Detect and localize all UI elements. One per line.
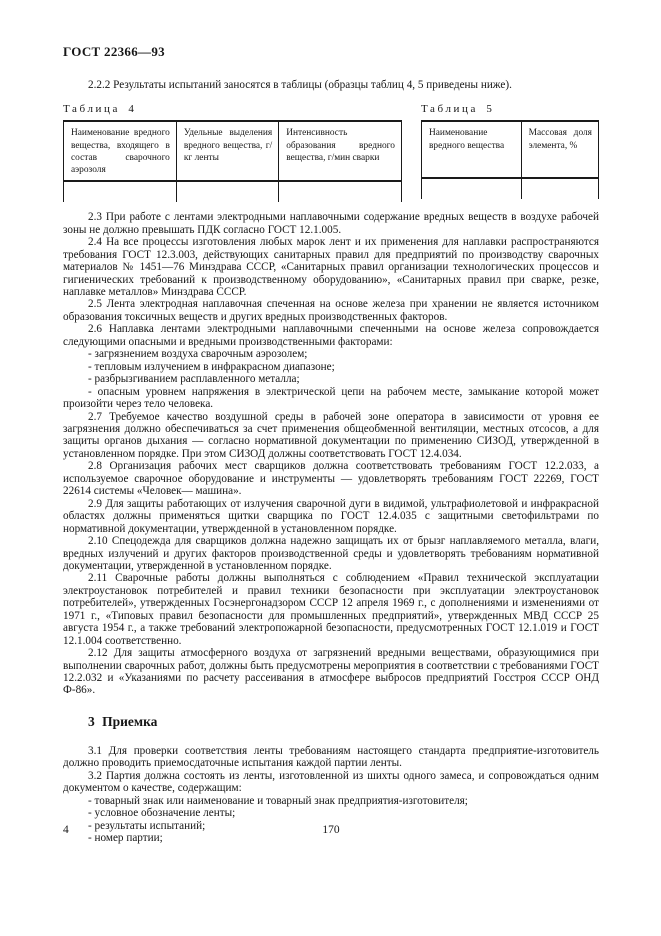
- table5-empty-cell: [521, 178, 598, 199]
- list-item-designation: - условное обозначение ленты;: [88, 807, 236, 820]
- paragraph-2-9: 2.9 Для защиты работающих от излучения сварочной дуги в видимой, ультрафиолетовой и инфракрасной областях должны применяться щитки сварщика по ГОСТ 12.4.035 с защитными светофильтрами по нормативной документации, утвержденной в установленном порядке.: [63, 497, 599, 535]
- folio-number: 170: [322, 824, 340, 836]
- paragraph-2-8: 2.8 Организация рабочих мест сварщиков должна соответствовать требованиям ГОСТ 12.2.033, а используемое сварочное оборудование и инструменты — удовлетворять требованиям ГОСТ 22269, ГОСТ 22614 системы «Человек— машина».: [63, 460, 599, 498]
- doc-title: ГОСТ 22366—93: [63, 44, 165, 59]
- tables-row: [63, 103, 599, 202]
- list-item-radiation: - тепловым излучением в инфракрасном диапазоне;: [88, 360, 335, 373]
- paragraph-2-6: 2.6 Наплавка лентами электродными наплавочными спеченными на основе железа сопровождается следующими опасными и вредными производственными факторами:: [63, 323, 599, 348]
- table4-header-col3: Интенсивность образования вредного вещества, г/мин сварки: [279, 121, 402, 181]
- page-number: 4: [63, 824, 69, 836]
- paragraph-2-5: 2.5 Лента электродная наплавочная спеченная на основе железа при хранении не является источником образования токсичных веществ и других вредных производственных факторов.: [63, 298, 599, 323]
- table5-block: [421, 103, 599, 202]
- table4-caption: Таблица 4: [63, 103, 137, 116]
- table4-empty-cell: [64, 181, 177, 202]
- page-footer: [63, 824, 599, 836]
- list-item-voltage: - опасным уровнем напряжения в электрической цепи на рабочем месте, замыкание которой может произойти через тело человека.: [63, 385, 599, 411]
- table4-header-col2: Удельные выделения вредного вещества, г/кг ленты: [176, 121, 278, 181]
- list-item-results: - результаты испытаний;: [88, 819, 206, 832]
- table4-empty-cell: [176, 181, 278, 202]
- paragraph-2-11: 2.11 Сварочные работы должны выполняться с соблюдением «Правил технической эксплуатации электроустановок потребителей и правил техники безопасности при эксплуатации электроустановок потребителей», утвержденных Госэнергонадзором СССР 12 апреля 1969 г., с дополнениями и изменениями от 1971 г., «Типовых правил безопасности для промышленных предприятий», утвержденных МВД СССР 25 августа 1954 г., а также требований электропожарной безопасности, предусмотренных ГОСТ 12.1.019 и ГОСТ 12.1.004 соответственно.: [63, 572, 599, 647]
- table4-header-row: [64, 121, 402, 181]
- table4-block: [63, 103, 402, 202]
- table5: [421, 120, 599, 199]
- paragraph-2-12: 2.12 Для защиты атмосферного воздуха от загрязнений вредными веществами, образующимися при выполнении сварочных работ, должны быть предусмотрены мероприятия в соответствии с требованиями ГОСТ 12.2.032 и «Указаниями по расчету рассеивания в атмосфере выбросов предприятий Госстроя СССР ОНД Ф-86».: [63, 647, 599, 697]
- paragraph-2-10: 2.10 Спецодежда для сварщиков должна надежно защищать их от брызг наплавляемого металла, влаги, вредных излучений и других факторов производственной среды и удовлетворять требованиям нормативной документации, утвержденной в установленном порядке.: [63, 535, 599, 572]
- page-content: [63, 44, 599, 845]
- table5-header-col1: Наименование вредного вещества: [422, 121, 522, 178]
- table4-empty-row: [64, 181, 402, 202]
- paragraph-3-1: 3.1 Для проверки соответствия ленты требованиям настоящего стандарта предприятие-изготовитель должно проводить приемосдаточные испытания каждой партии ленты.: [63, 744, 599, 770]
- table5-header-row: [422, 121, 599, 178]
- list-item-batch-number: - номер партии;: [88, 832, 163, 845]
- table5-empty-cell: [422, 178, 522, 199]
- list-item-aerosol: - загрязнением воздуха сварочным аэрозолем;: [88, 348, 308, 361]
- table5-empty-row: [422, 178, 599, 199]
- paragraph-2-4: 2.4 На все процессы изготовления любых марок лент и их применения для наплавки распространяются требования ГОСТ 12.3.003, действующих санитарных правил для предприятий по производству сварочных материалов № 1451—76 Минздрава СССР, «Санитарных правил организации технологических процессов и гигиенических требований к производственному оборудованию», «Санитарных правил при сварке, резке, наплавке металлов» Минздрава СССР.: [63, 236, 599, 298]
- paragraph-2-3: 2.3 При работе с лентами электродными наплавочными содержание вредных веществ в воздухе рабочей зоны не должно превышать ПДК согласно ГОСТ 12.1.005.: [63, 211, 599, 236]
- paragraph-2-7: 2.7 Требуемое качество воздушной среды в рабочей зоне оператора в зависимости от уровня ее загрязнения должно обеспечиваться за счет применения общеобменной вентиляции, местных отсосов, а для защиты органов дыхания — согласно нормативной документации по применению СИЗОД, утвержденной в установленном порядке. При этом СИЗОД должны соответствовать ГОСТ 12.4.034.: [63, 410, 599, 460]
- body-text: [63, 211, 599, 844]
- table5-caption: Таблица 5: [421, 103, 495, 116]
- list-item-spatter: - разбрызгиванием расплавленного металла;: [88, 373, 300, 386]
- table4-header-col1: Наименование вредного вещества, входящего в состав сварочного аэрозоля: [64, 121, 177, 181]
- list-item-trademark: - товарный знак или наименование и товарный знак предприятия-изготовителя;: [88, 794, 468, 807]
- paragraph-2-2-2: 2.2.2 Результаты испытаний заносятся в таблицы (образцы таблиц 4, 5 приведены ниже).: [88, 79, 512, 91]
- table4: [63, 120, 402, 202]
- section-3-heading: 3 Приемка: [88, 713, 158, 729]
- paragraph-3-2: 3.2 Партия должна состоять из ленты, изготовленной из шихты одного замеса, и сопровождаться одним документом о качестве, содержащим:: [63, 769, 599, 795]
- table4-empty-cell: [279, 181, 402, 202]
- table5-header-col2: Массовая доля элемента, %: [521, 121, 598, 178]
